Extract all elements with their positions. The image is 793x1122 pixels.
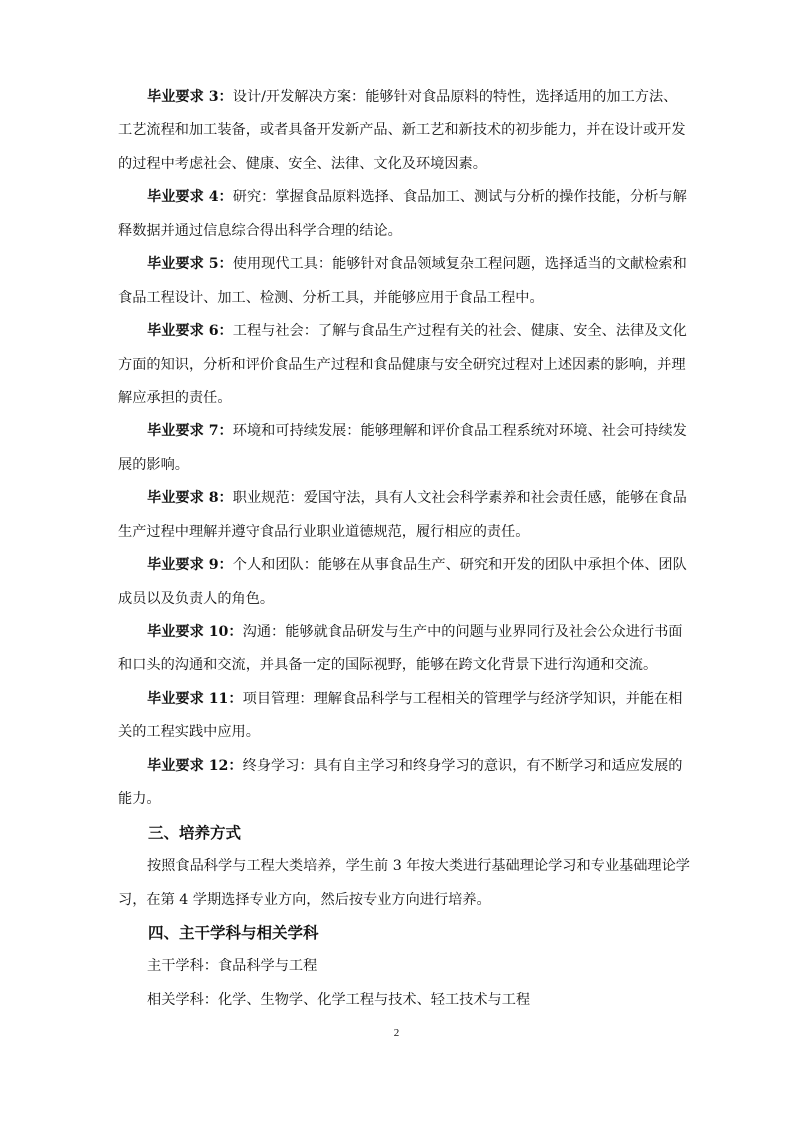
requirement-text: 终身学习：具有自主学习和终身学习的意识，有不断学习和适应发展的	[242, 757, 683, 774]
paragraph-line	[118, 282, 676, 315]
main-discipline: 主干学科：食品科学与工程	[147, 958, 318, 975]
requirement-text: 生产过程中理解并遵守食品行业职业道德规范，履行相应的责任。	[118, 523, 530, 540]
requirement-text: 和口头的沟通和交流，并具备一定的国际视野，能够在跨文化背景下进行沟通和交流。	[118, 657, 658, 674]
requirement-paragraph	[118, 683, 683, 750]
paragraph-line	[118, 415, 687, 448]
paragraph-line	[118, 616, 683, 649]
paragraph-line	[118, 716, 676, 749]
requirement-text: 研究：掌握食品原料选择、食品加工、测试与分析的操作技能，分析与解	[232, 189, 687, 206]
requirement-text: 工程与社会：了解与食品生产过程有关的社会、健康、安全、法律及文化	[232, 323, 687, 340]
requirement-label: 毕业要求 12：	[147, 757, 243, 774]
requirement-text: 使用现代工具：能够针对食品领域复杂工程问题，选择适当的文献检索和	[232, 256, 687, 273]
requirement-text: 沟通：能够就食品研发与生产中的问题与业界同行及社会公众进行书面	[242, 624, 683, 640]
requirement-text: 方面的知识，分析和评价食品生产过程和食品健康与安全研究过程对上述因素的影响，并理	[118, 356, 686, 373]
paragraph-line	[118, 215, 676, 248]
graduation-requirements	[118, 81, 687, 817]
requirement-text: 释数据并通过信息综合得出科学合理的结论。	[118, 222, 402, 239]
requirement-label: 毕业要求 11：	[147, 690, 243, 707]
requirement-text: 关的工程实践中应用。	[118, 724, 260, 741]
requirement-text: 食品工程设计、加工、检测、分析工具，并能够应用于食品工程中。	[118, 289, 544, 306]
requirement-text: 的过程中考虑社会、健康、安全、法律、文化及环境因素。	[118, 155, 487, 172]
requirement-paragraph	[118, 549, 687, 616]
paragraph-line: 习，在第 4 学期选择专业方向，然后按专业方向进行培养。	[118, 891, 491, 908]
paragraph-line	[118, 783, 676, 816]
requirement-text: 能力。	[118, 791, 161, 808]
section-heading-disciplines: 四、主干学科与相关学科	[148, 923, 319, 942]
section-heading-training-mode: 三、培养方式	[148, 823, 242, 842]
requirement-label: 毕业要求 6：	[147, 323, 233, 340]
paragraph-line	[118, 649, 676, 682]
paragraph-line	[118, 583, 676, 616]
requirement-text: 个人和团队：能够在从事食品生产、研究和开发的团队中承担个体、团队	[232, 557, 687, 574]
requirement-paragraph	[118, 248, 687, 315]
related-disciplines: 相关学科：化学、生物学、化学工程与技术、轻工技术与工程	[147, 991, 531, 1008]
requirement-paragraph	[118, 482, 687, 549]
page-number: 2	[393, 1027, 400, 1039]
paragraph-line	[118, 248, 687, 281]
requirement-paragraph	[118, 315, 687, 415]
requirement-paragraph	[118, 81, 686, 181]
paragraph-line	[118, 382, 676, 415]
paragraph-line	[118, 114, 686, 147]
requirement-label: 毕业要求 8：	[147, 490, 233, 507]
requirement-paragraph	[118, 415, 687, 482]
paragraph-line	[118, 683, 683, 716]
requirement-paragraph	[118, 750, 683, 817]
requirement-text: 项目管理：理解食品科学与工程相关的管理学与经济学知识，并能在相	[242, 690, 683, 707]
paragraph-line	[118, 349, 686, 382]
requirement-text: 环境和可持续发展：能够理解和评价食品工程系统对环境、社会可持续发	[232, 423, 687, 440]
requirement-label: 毕业要求 9：	[147, 557, 233, 574]
paragraph-line	[118, 516, 676, 549]
paragraph-line	[118, 750, 683, 783]
requirement-text: 工艺流程和加工装备，或者具备开发新产品、新工艺和新技术的初步能力，并在设计或开发	[118, 122, 686, 139]
requirement-text: 设计/开发解决方案：能够针对食品原料的特性，选择适用的加工方法、	[232, 89, 678, 105]
requirement-text: 解应承担的责任。	[118, 389, 232, 406]
paragraph-line	[118, 549, 687, 582]
paragraph-line	[118, 148, 676, 181]
paragraph-line	[118, 482, 687, 515]
requirement-paragraph	[118, 616, 683, 683]
requirement-label: 毕业要求 7：	[147, 423, 233, 440]
paragraph-line	[118, 315, 687, 348]
paragraph-line: 按照食品科学与工程大类培养，学生前 3 年按大类进行基础理论学习和专业基础理论学	[147, 858, 690, 875]
requirement-text: 成员以及负责人的角色。	[118, 590, 275, 607]
requirement-label: 毕业要求 10：	[147, 624, 243, 640]
requirement-paragraph	[118, 181, 687, 248]
paragraph-line	[118, 81, 676, 114]
requirement-label: 毕业要求 5：	[147, 256, 233, 273]
training-mode-paragraph	[118, 850, 690, 917]
requirement-label: 毕业要求 3：	[147, 89, 233, 105]
requirement-label: 毕业要求 4：	[147, 189, 233, 206]
requirement-text: 职业规范：爱国守法，具有人文社会科学素养和社会责任感，能够在食品	[232, 490, 687, 507]
document-body	[118, 81, 690, 1017]
paragraph-line	[118, 181, 687, 214]
paragraph-line	[118, 449, 676, 482]
requirement-text: 展的影响。	[118, 456, 189, 473]
